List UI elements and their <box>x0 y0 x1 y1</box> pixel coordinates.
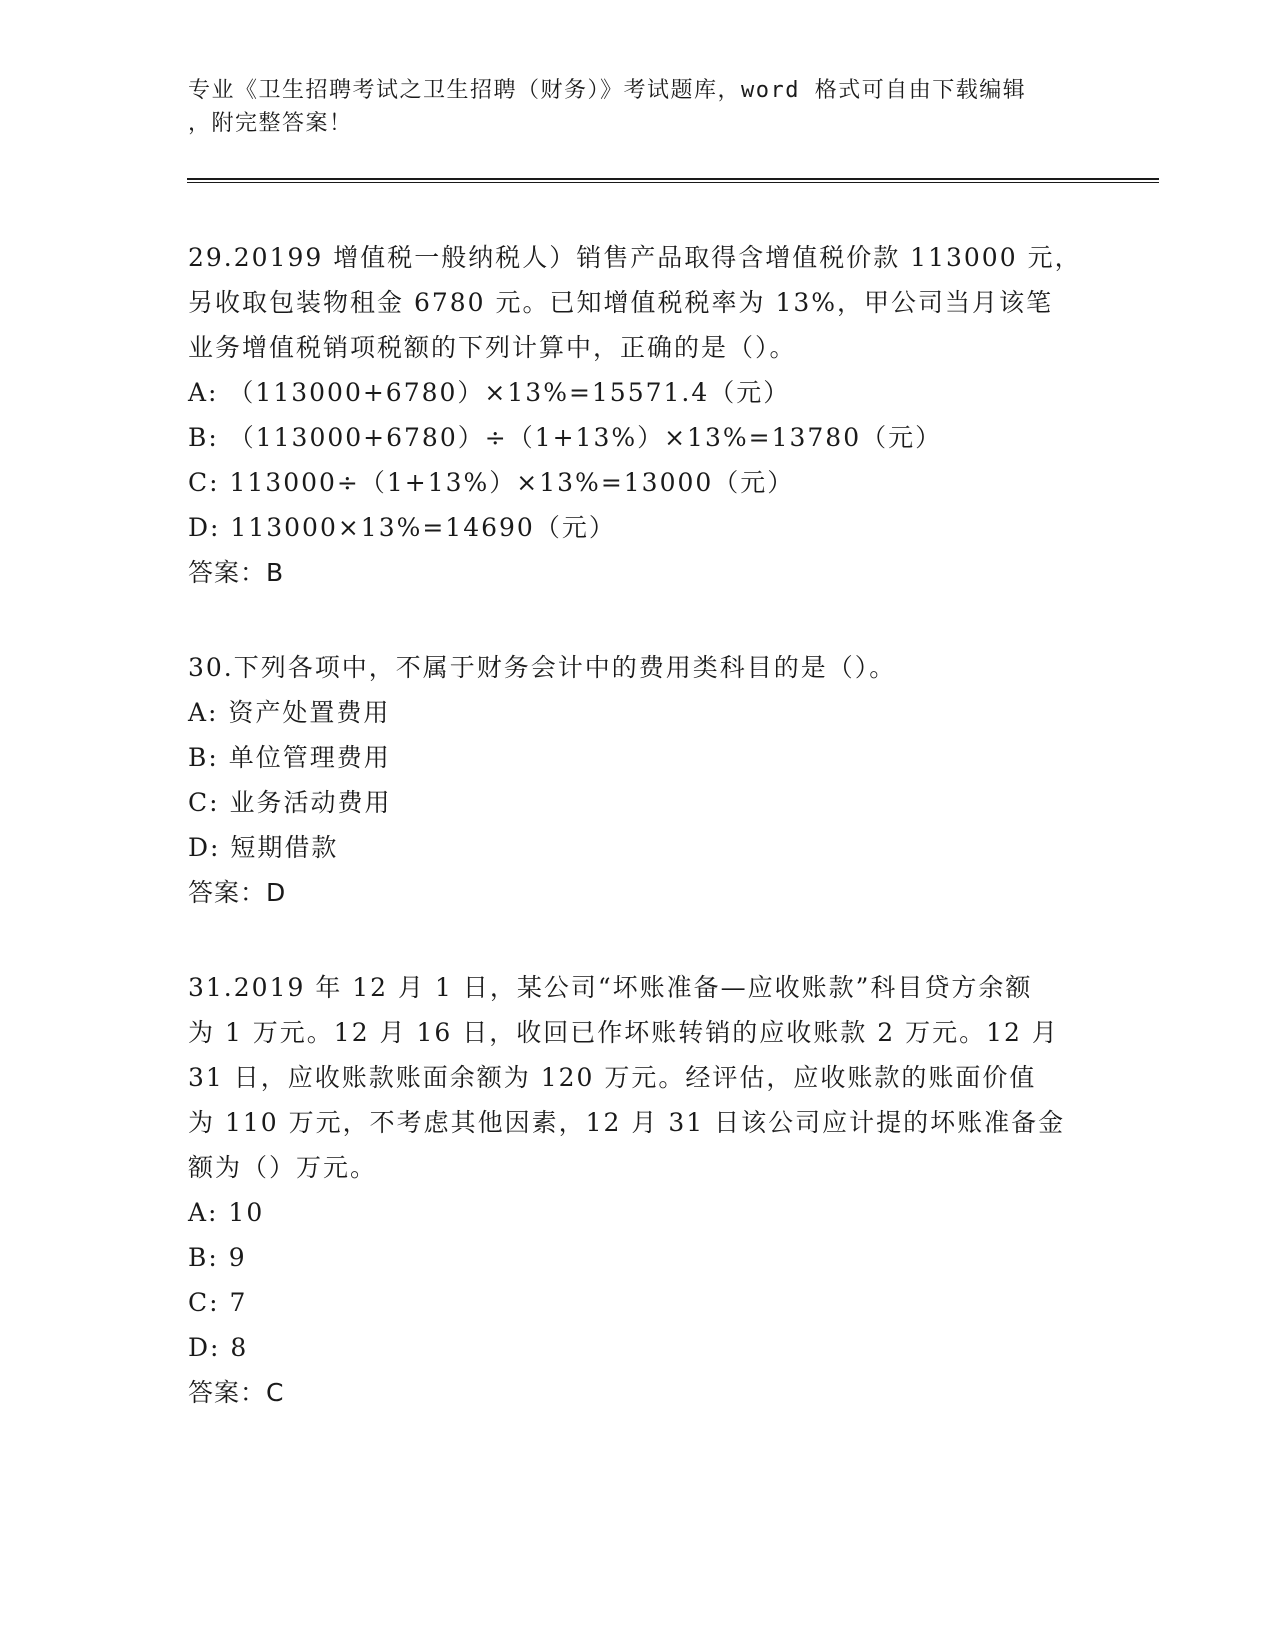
option-d: D: 短期借款 <box>188 833 339 862</box>
option-c: C: 7 <box>188 1288 248 1317</box>
question-stem-line: 为 1 万元。12 月 16 日，收回已作坏账转销的应收账款 2 万元。12 月 <box>188 1018 1059 1047</box>
document-header <box>188 74 1068 140</box>
option-c: C: 113000÷（1+13%）×13%=13000（元） <box>188 468 795 497</box>
option-d: D: 113000×13%=14690（元） <box>188 513 616 542</box>
option-c: C: 业务活动费用 <box>188 788 392 817</box>
header-line-1: 专业《卫生招聘考试之卫生招聘（财务）》考试题库，word 格式可自由下载编辑 <box>188 78 1027 103</box>
answer-line: 答案：C <box>188 1378 285 1407</box>
answer-line: 答案：B <box>188 558 285 587</box>
option-b: B: 单位管理费用 <box>188 743 391 772</box>
question-stem-line: 30.下列各项中，不属于财务会计中的费用类科目的是（）。 <box>188 653 897 682</box>
question-stem-line: 29.20199 增值税一般纳税人）销售产品取得含增值税价款 113000 元， <box>188 243 1082 272</box>
question-stem-line: 31.2019 年 12 月 1 日，某公司“坏账准备—应收账款”科目贷方余额 <box>188 973 1033 1002</box>
option-d: D: 8 <box>188 1333 249 1362</box>
header-divider <box>187 178 1159 183</box>
question-stem-line: 额为（）万元。 <box>188 1153 378 1182</box>
option-b: B: 9 <box>188 1243 247 1272</box>
question-30 <box>188 645 1088 915</box>
option-a: A: 10 <box>188 1198 265 1227</box>
question-stem-line: 为 110 万元，不考虑其他因素，12 月 31 日该公司应计提的坏账准备金 <box>188 1108 1066 1137</box>
question-stem-line: 另收取包装物租金 6780 元。已知增值税税率为 13%，甲公司当月该笔 <box>188 288 1054 317</box>
question-31 <box>188 965 1088 1415</box>
answer-line: 答案：D <box>188 878 287 907</box>
option-b: B: （113000+6780）÷（1+13%）×13%=13780（元） <box>188 423 943 452</box>
question-stem-line: 31 日，应收账款账面余额为 120 万元。经评估，应收账款的账面价值 <box>188 1063 1037 1092</box>
option-a: A: （113000+6780）×13%=15571.4（元） <box>188 378 791 407</box>
header-line-2: ，附完整答案！ <box>188 111 353 136</box>
option-a: A: 资产处置费用 <box>188 698 391 727</box>
question-stem-line: 业务增值税销项税额的下列计算中，正确的是（）。 <box>188 333 797 362</box>
question-29 <box>188 235 1088 595</box>
